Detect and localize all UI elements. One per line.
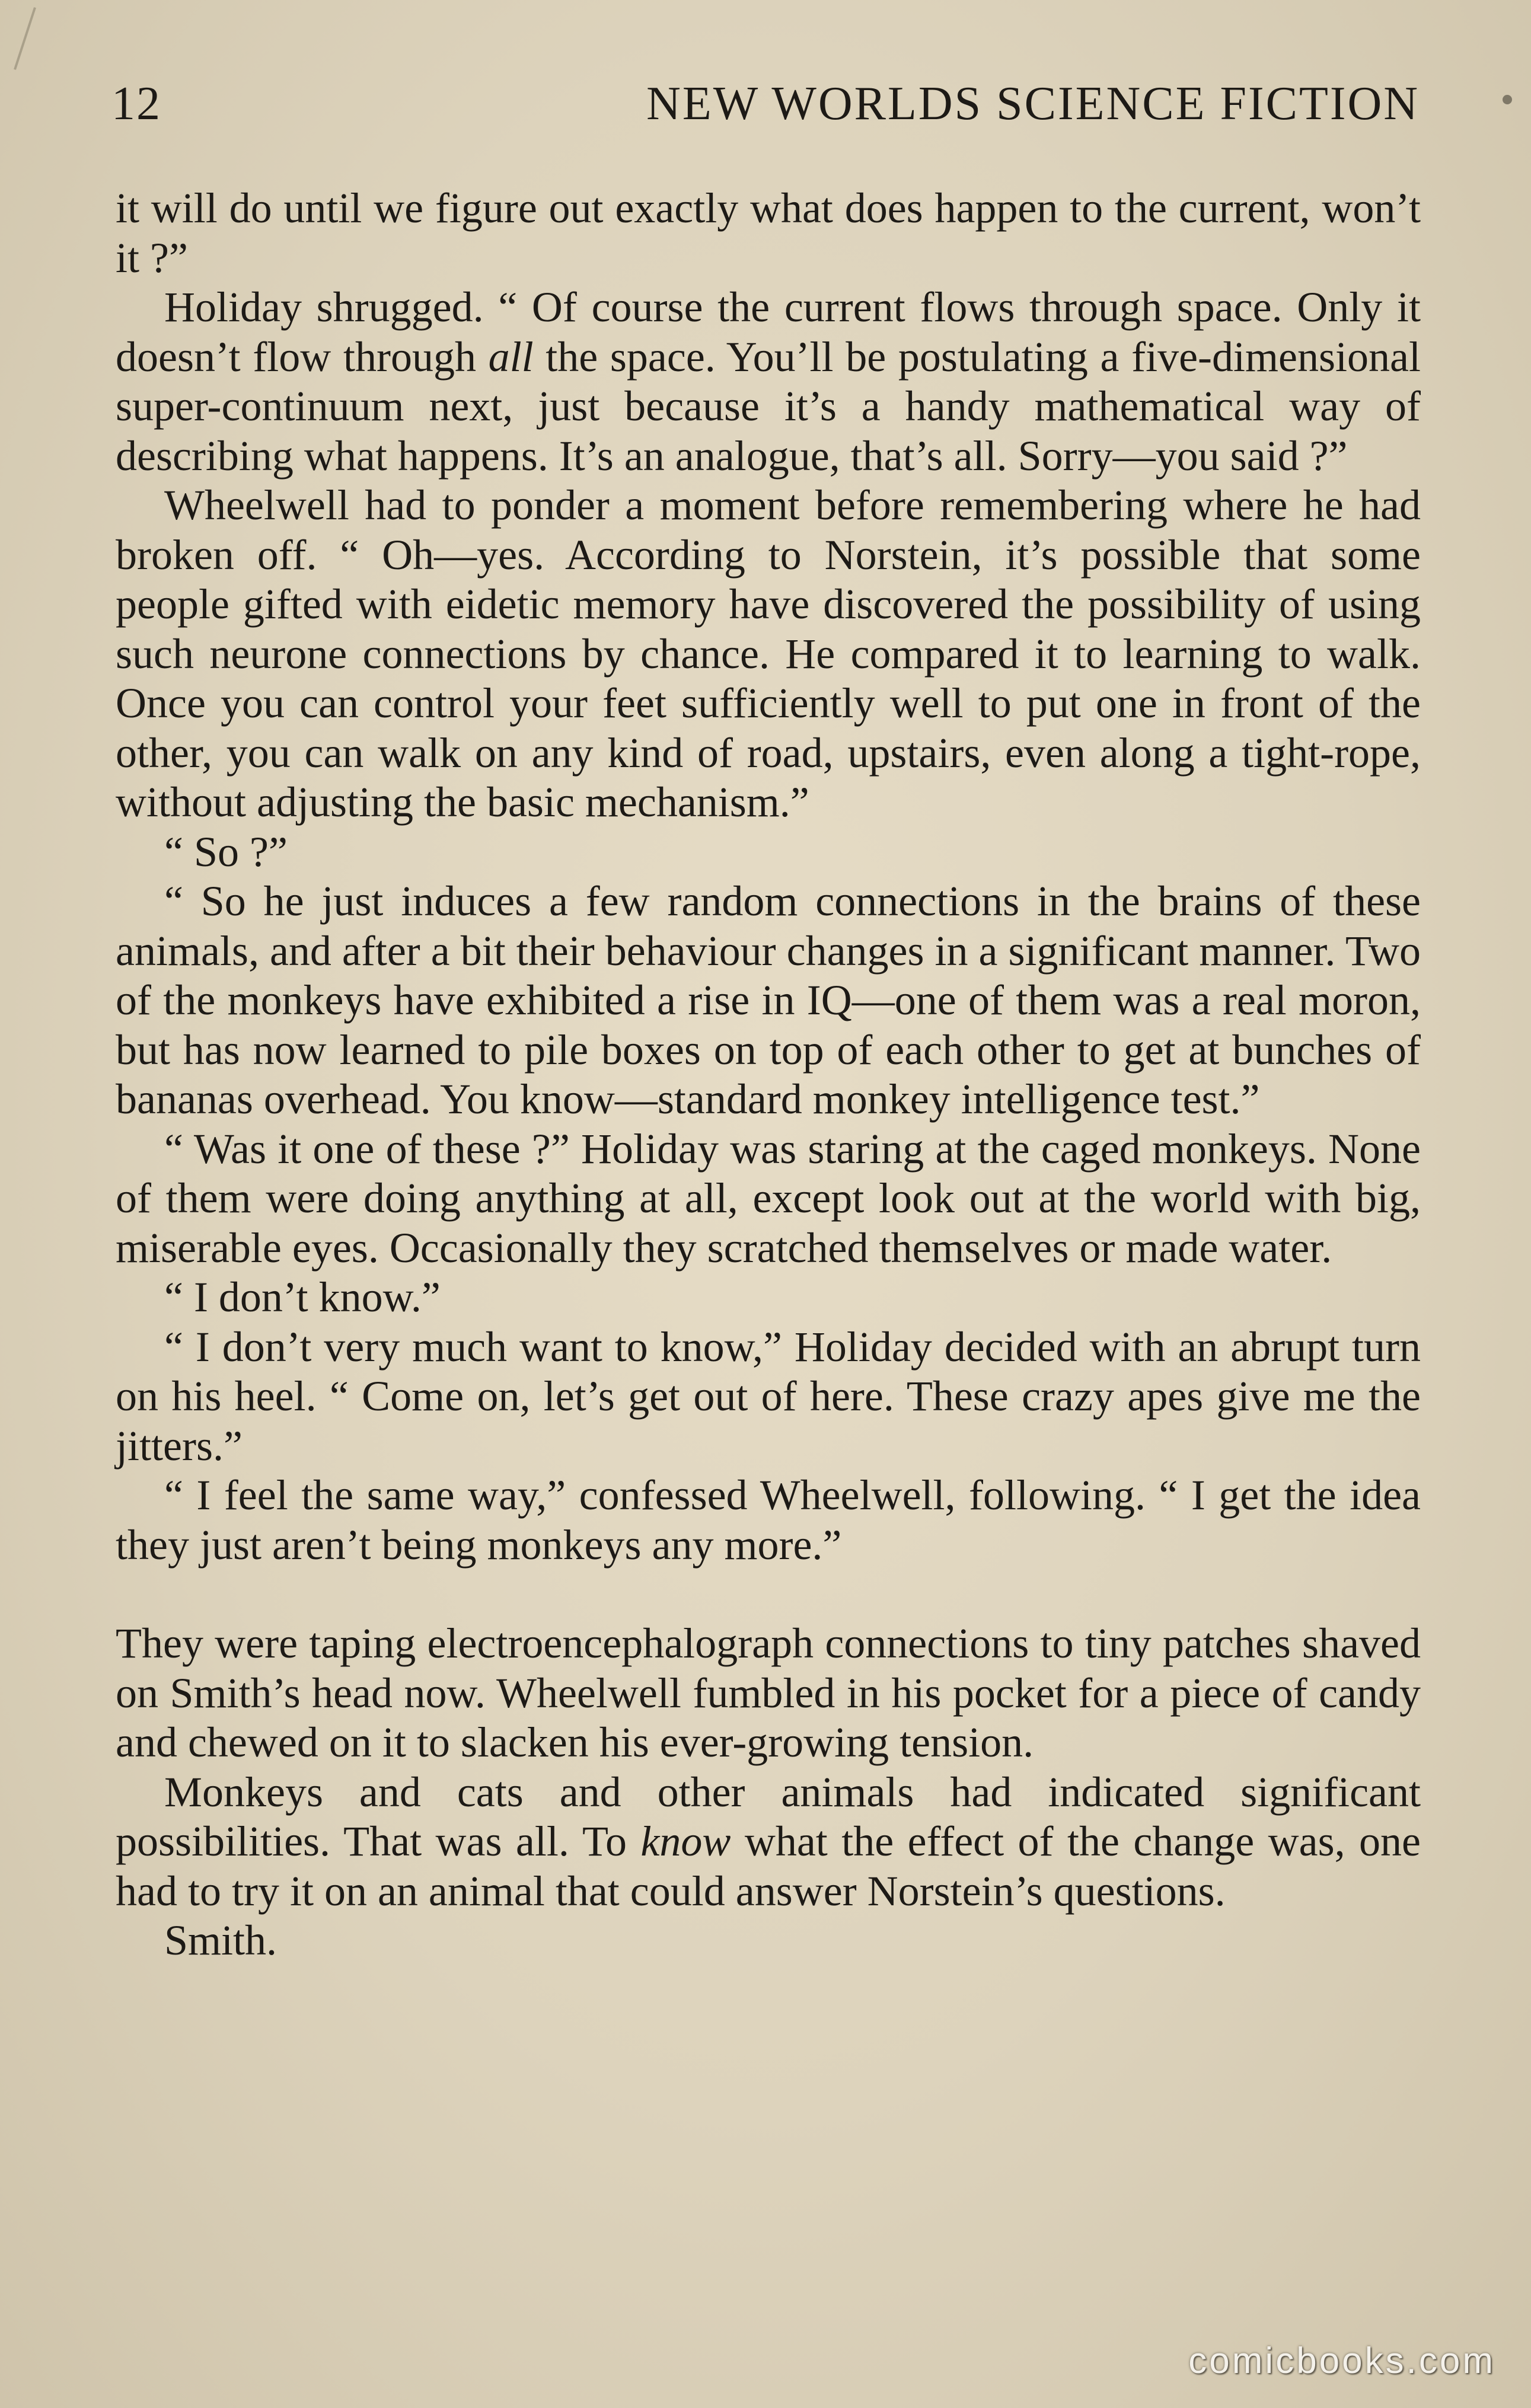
page-scratch-mark <box>14 7 36 70</box>
paragraph-12: Smith. <box>164 1917 278 1964</box>
paragraph-1: it will do until we figure out exactly what does happen to the current, won’t it ?” <box>116 184 1421 282</box>
paragraph-7: “ I don’t know.” <box>164 1273 441 1321</box>
emphasis-know: know <box>640 1818 731 1865</box>
paragraph-3: Wheelwell had to ponder a moment before remembering where he had broken off. “ Oh—yes. According to Norstein, it’s possible that some people gifted with eidetic memory have discovered the possibility of using such neurone connections by chance. He compared it to learning to walk. Once you can control your feet sufficiently well to put one in front of the other, you can walk on any kind of road, upstairs, even along a tight-rope, without adjusting the basic mechanism.” <box>116 481 1421 826</box>
paragraph-10: They were taping electroencephalograph connections to tiny patches shaved on Smith’s head now. Wheelwell fumbled in his pocket for a piece of candy and chewed on it to slacken his ever-growing tension. <box>116 1620 1421 1766</box>
paragraph-4: “ So ?” <box>164 828 288 876</box>
site-watermark: comicbooks.com <box>1188 2340 1495 2381</box>
paragraph-5: “ So he just induces a few random connections in the brains of these animals, and after a bit their behaviour changes in a significant manner. Two of the monkeys have exhibited a rise in IQ—one of them was a real moron, but has now learned to pile boxes on top of each other to get at bunches of bananas overhead. You know—standard monkey intelligence test.” <box>116 877 1421 1123</box>
paragraph-2: Holiday shrugged. “ Of course the current flows through space. Only it doesn’t flow through all the space. You’ll be postulating a five-dimensional super-continuum next, just because it’s a handy mathematical way of describing what happens. It’s an analogue, that’s all. Sorry—you said ?” <box>116 283 1421 480</box>
paragraph-9: “ I feel the same way,” confessed Wheelwell, following. “ I get the idea they just aren’t being monkeys any more.” <box>116 1471 1421 1569</box>
running-title: NEW WORLDS SCIENCE FICTION <box>646 78 1420 130</box>
page-header <box>111 77 1420 142</box>
page-number: 12 <box>111 78 161 130</box>
paragraph-11: Monkeys and cats and other animals had indicated significant possibilities. That was all. To know what the effect of the change was, one had to try it on an animal that could answer Norstein’s questions. <box>116 1768 1421 1915</box>
body-text <box>116 184 1421 1966</box>
emphasis-all: all <box>488 333 534 381</box>
paragraph-6: “ Was it one of these ?” Holiday was staring at the caged monkeys. None of them were doing anything at all, except look out at the world with big, miserable eyes. Occasionally they scratched themselves or made water. <box>116 1125 1421 1272</box>
page-ink-dot <box>1503 95 1512 104</box>
paragraph-8: “ I don’t very much want to know,” Holiday decided with an abrupt turn on his heel. “ Come on, let’s get out of here. These crazy apes give me the jitters.” <box>116 1323 1421 1470</box>
